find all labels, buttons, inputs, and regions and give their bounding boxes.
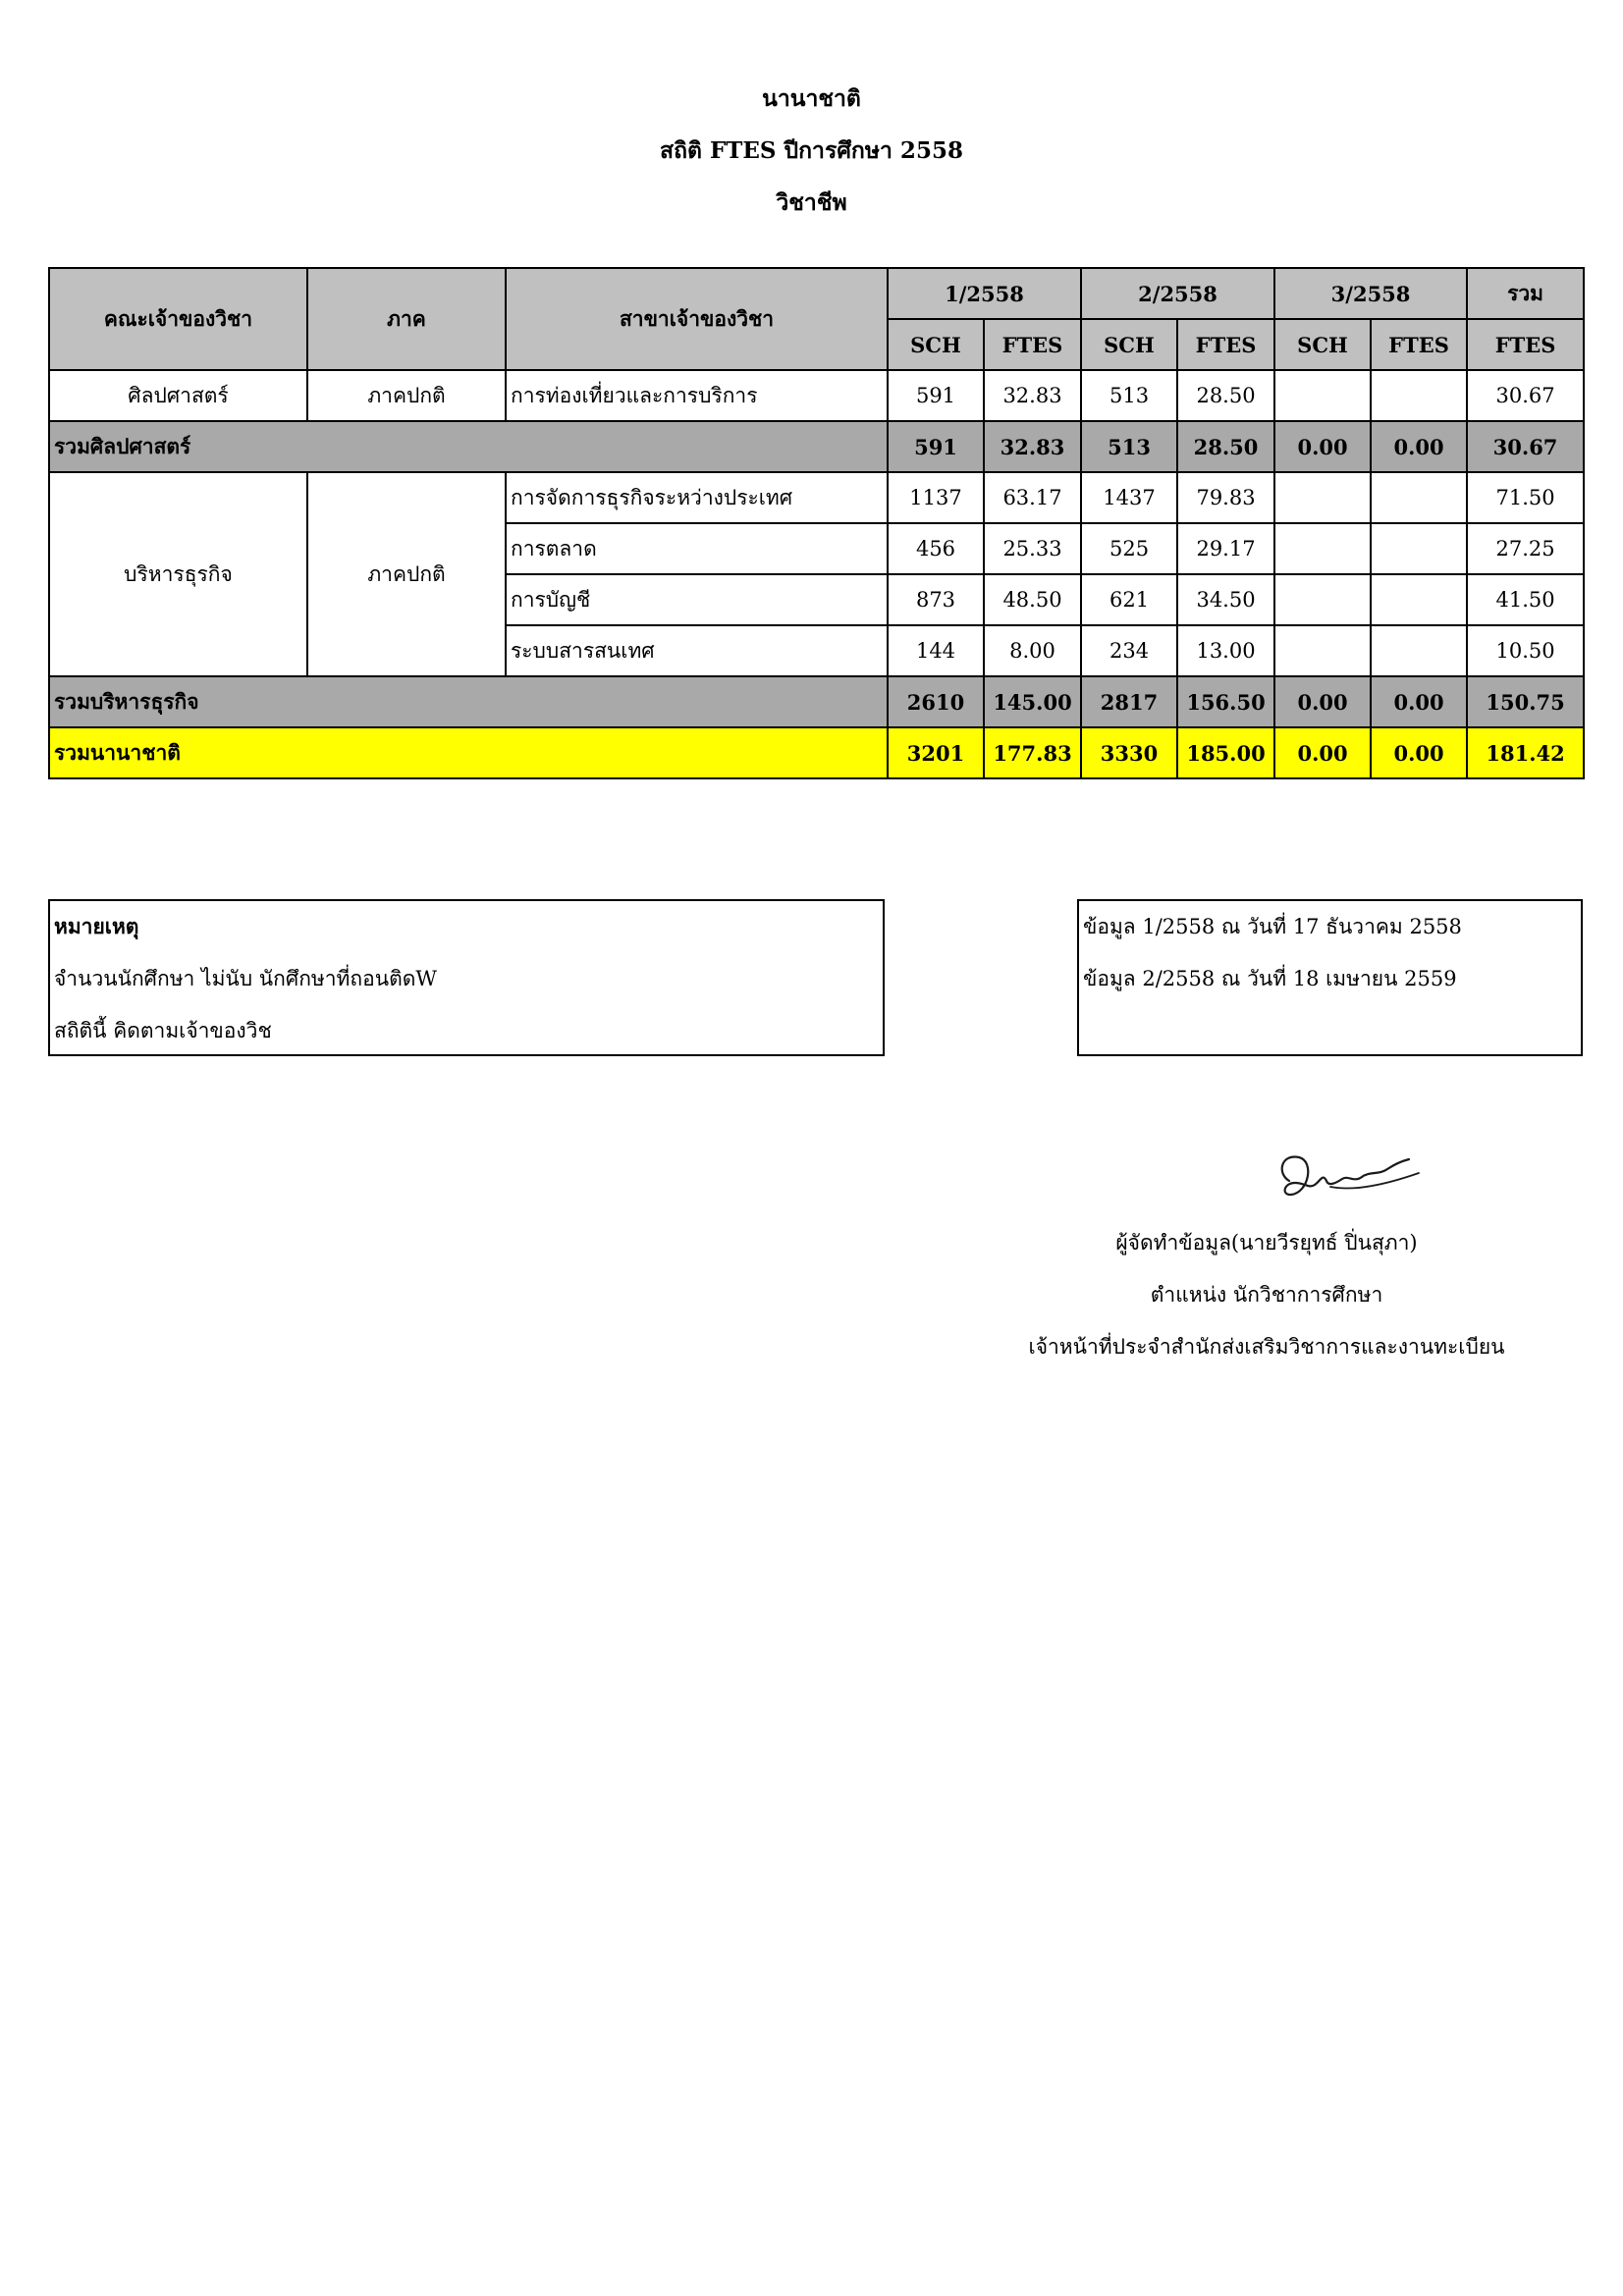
sch3-cell: 0.00 xyxy=(1274,676,1371,727)
ftes3-cell: 0.00 xyxy=(1371,676,1467,727)
header-ftes: FTES xyxy=(1177,319,1274,370)
major-cell: การบัญชี xyxy=(506,574,888,625)
subtotal-row-arts xyxy=(49,421,1584,472)
sch3-cell xyxy=(1274,523,1371,574)
ftes2-cell: 185.00 xyxy=(1177,727,1274,778)
section-cell: ภาคปกติ xyxy=(307,370,506,421)
header-sch: SCH xyxy=(1274,319,1371,370)
data-date-line-2: ข้อมูล 2/2558 ณ วันที่ 18 เมษายน 2559 xyxy=(1083,967,1457,990)
header-ftes: FTES xyxy=(1467,319,1584,370)
page-titles xyxy=(0,86,1623,242)
handwritten-signature xyxy=(1271,1144,1429,1212)
notes-line-1: จำนวนนักศึกษา ไม่นับ นักศึกษาที่ถอนติดW xyxy=(54,967,437,990)
grand-total-row xyxy=(49,727,1584,778)
title-line-3: วิชาชีพ xyxy=(776,189,847,216)
header-sch: SCH xyxy=(1081,319,1177,370)
header-section: ภาค xyxy=(307,268,506,370)
sch1-cell: 144 xyxy=(888,625,984,676)
total-cell: 10.50 xyxy=(1467,625,1584,676)
ftes3-cell xyxy=(1371,523,1467,574)
ftes1-cell: 25.33 xyxy=(984,523,1081,574)
ftes2-cell: 28.50 xyxy=(1177,421,1274,472)
ftes2-cell: 79.83 xyxy=(1177,472,1274,523)
sch1-cell: 456 xyxy=(888,523,984,574)
header-major: สาขาเจ้าของวิชา xyxy=(506,268,888,370)
major-cell: การตลาด xyxy=(506,523,888,574)
sch3-cell: 0.00 xyxy=(1274,421,1371,472)
ftes3-cell xyxy=(1371,574,1467,625)
notes-box xyxy=(48,899,885,1056)
sch1-cell: 1137 xyxy=(888,472,984,523)
ftes1-cell: 48.50 xyxy=(984,574,1081,625)
header-row-1 xyxy=(49,268,1584,319)
ftes2-cell: 34.50 xyxy=(1177,574,1274,625)
subtotal-label: รวมศิลปศาสตร์ xyxy=(49,421,888,472)
faculty-cell: ศิลปศาสตร์ xyxy=(49,370,307,421)
header-term-3: 3/2558 xyxy=(1274,268,1467,319)
signature-block xyxy=(962,1217,1571,1373)
preparer-name: ผู้จัดทำข้อมูล(นายวีรยุทธ์ ปิ่นสุภา) xyxy=(1115,1231,1418,1255)
sch3-cell xyxy=(1274,574,1371,625)
header-ftes: FTES xyxy=(984,319,1081,370)
major-cell: การจัดการธุรกิจระหว่างประเทศ xyxy=(506,472,888,523)
notes-title: หมายเหตุ xyxy=(54,914,139,938)
subtotal-label: รวมบริหารธุรกิจ xyxy=(49,676,888,727)
ftes2-cell: 28.50 xyxy=(1177,370,1274,421)
ftes3-cell xyxy=(1371,370,1467,421)
sch1-cell: 873 xyxy=(888,574,984,625)
table-row xyxy=(49,472,1584,523)
header-faculty: คณะเจ้าของวิชา xyxy=(49,268,307,370)
title-line-1: นานาชาติ xyxy=(762,85,861,112)
header-term-2: 2/2558 xyxy=(1081,268,1274,319)
header-ftes: FTES xyxy=(1371,319,1467,370)
sch2-cell: 513 xyxy=(1081,370,1177,421)
ftes1-cell: 8.00 xyxy=(984,625,1081,676)
ftes3-cell: 0.00 xyxy=(1371,727,1467,778)
data-date-line-1: ข้อมูล 1/2558 ณ วันที่ 17 ธันวาคม 2558 xyxy=(1083,915,1462,938)
header-total: รวม xyxy=(1467,268,1584,319)
sch3-cell xyxy=(1274,370,1371,421)
sch2-cell: 2817 xyxy=(1081,676,1177,727)
major-cell: ระบบสารสนเทศ xyxy=(506,625,888,676)
ftes1-cell: 145.00 xyxy=(984,676,1081,727)
notes-line-2: สถิตินี้ คิดตามเจ้าของวิช xyxy=(54,1019,272,1042)
ftes1-cell: 32.83 xyxy=(984,370,1081,421)
ftes3-cell xyxy=(1371,472,1467,523)
preparer-position: ตำแหน่ง นักวิชาการศึกษา xyxy=(1150,1283,1383,1307)
ftes1-cell: 177.83 xyxy=(984,727,1081,778)
major-cell: การท่องเที่ยวและการบริการ xyxy=(506,370,888,421)
preparer-office: เจ้าหน้าที่ประจำสำนักส่งเสริมวิชาการและงานทะเบียน xyxy=(1028,1335,1505,1359)
sch1-cell: 591 xyxy=(888,370,984,421)
ftes2-cell: 29.17 xyxy=(1177,523,1274,574)
sch3-cell: 0.00 xyxy=(1274,727,1371,778)
sch2-cell: 1437 xyxy=(1081,472,1177,523)
ftes2-cell: 13.00 xyxy=(1177,625,1274,676)
sch1-cell: 3201 xyxy=(888,727,984,778)
table-row xyxy=(49,370,1584,421)
total-cell: 41.50 xyxy=(1467,574,1584,625)
total-cell: 30.67 xyxy=(1467,370,1584,421)
sch2-cell: 513 xyxy=(1081,421,1177,472)
section-cell: ภาคปกติ xyxy=(307,472,506,676)
total-cell: 181.42 xyxy=(1467,727,1584,778)
sch3-cell xyxy=(1274,625,1371,676)
sch2-cell: 3330 xyxy=(1081,727,1177,778)
header-sch: SCH xyxy=(888,319,984,370)
total-cell: 71.50 xyxy=(1467,472,1584,523)
sch2-cell: 525 xyxy=(1081,523,1177,574)
ftes-table xyxy=(48,267,1585,779)
header-term-1: 1/2558 xyxy=(888,268,1081,319)
subtotal-row-business xyxy=(49,676,1584,727)
total-cell: 150.75 xyxy=(1467,676,1584,727)
title-line-2: สถิติ FTES ปีการศึกษา 2558 xyxy=(660,137,963,164)
sch2-cell: 234 xyxy=(1081,625,1177,676)
grand-total-label: รวมนานาชาติ xyxy=(49,727,888,778)
sch1-cell: 2610 xyxy=(888,676,984,727)
faculty-cell: บริหารธุรกิจ xyxy=(49,472,307,676)
total-cell: 30.67 xyxy=(1467,421,1584,472)
sch3-cell xyxy=(1274,472,1371,523)
ftes3-cell: 0.00 xyxy=(1371,421,1467,472)
ftes2-cell: 156.50 xyxy=(1177,676,1274,727)
sch2-cell: 621 xyxy=(1081,574,1177,625)
total-cell: 27.25 xyxy=(1467,523,1584,574)
ftes1-cell: 63.17 xyxy=(984,472,1081,523)
ftes1-cell: 32.83 xyxy=(984,421,1081,472)
sch1-cell: 591 xyxy=(888,421,984,472)
data-date-box xyxy=(1077,899,1583,1056)
ftes3-cell xyxy=(1371,625,1467,676)
